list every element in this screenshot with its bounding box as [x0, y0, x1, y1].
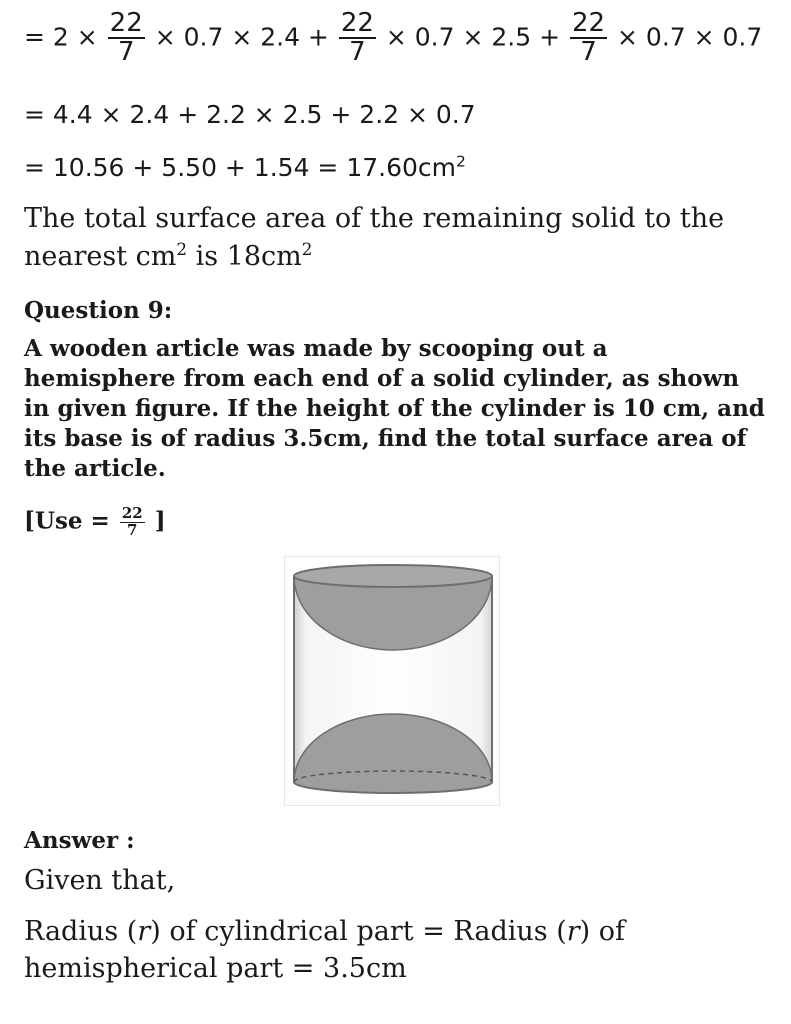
conclusion-text-a: nearest cm [24, 241, 177, 272]
fraction-22-7 [339, 10, 376, 67]
radius-line-1 [24, 913, 625, 950]
top-rim [294, 565, 492, 587]
conclusion-line-1: The total surface area of the remaining solid to the [24, 203, 725, 234]
question-line-1: A wooden article was made by scooping out a [24, 335, 608, 362]
fraction-numerator: 22 [571, 8, 606, 38]
variable-r: r [566, 916, 580, 947]
term-2: × 0.7 × 2.4 + [154, 22, 329, 52]
calc-line-3-text: = 10.56 + 5.50 + 1.54 = 17.60cm [24, 153, 456, 182]
fraction-denominator: 7 [127, 520, 138, 539]
term-1: 2 × [52, 22, 98, 52]
calc-line-2: = 4.4 × 2.4 + 2.2 × 2.5 + 2.2 × 0.7 [24, 100, 476, 129]
superscript: 2 [176, 239, 188, 259]
calc-line-3 [24, 153, 466, 182]
fraction-numerator: 22 [121, 504, 143, 522]
fraction-numerator: 22 [340, 8, 374, 38]
equals-sign: = [24, 22, 45, 52]
conclusion-text-b: is 18cm [187, 241, 302, 272]
fraction-numerator: 22 [109, 8, 143, 38]
question-line-4: its base is of radius 3.5cm, find the total surface area of [24, 425, 747, 452]
superscript: 2 [301, 239, 313, 259]
radius-text-c: ) of [579, 916, 626, 947]
superscript: 2 [455, 152, 466, 171]
use-suffix: ] [154, 507, 166, 535]
radius-text-b: ) of cylindrical part = Radius ( [150, 916, 567, 947]
question-line-5: the article. [24, 455, 166, 482]
fraction-22-7 [120, 506, 145, 539]
fraction-denominator: 7 [349, 37, 366, 68]
fraction-denominator: 7 [117, 37, 135, 68]
calc-line-1 [24, 10, 762, 67]
radius-line-2: hemispherical part = 3.5cm [24, 953, 407, 984]
radius-text-a: Radius ( [24, 916, 138, 947]
question-heading: Question 9: [24, 297, 173, 324]
question-line-3: in given figure. If the height of the cylinder is 10 cm, and [24, 395, 765, 422]
use-value-note [24, 506, 166, 539]
use-prefix: [Use = [24, 507, 110, 535]
term-4: × 0.7 × 0.7 [617, 22, 763, 52]
term-3: × 0.7 × 2.5 + [385, 22, 561, 52]
question-line-2: hemisphere from each end of a solid cylinder, as shown [24, 365, 740, 392]
fraction-22-7 [108, 10, 145, 67]
fraction-22-7 [570, 10, 607, 67]
answer-heading: Answer : [24, 827, 135, 854]
variable-r: r [137, 916, 151, 947]
given-that: Given that, [24, 865, 176, 896]
conclusion-line-2 [24, 238, 312, 275]
fraction-denominator: 7 [580, 37, 597, 68]
cylinder-figure [284, 556, 500, 806]
